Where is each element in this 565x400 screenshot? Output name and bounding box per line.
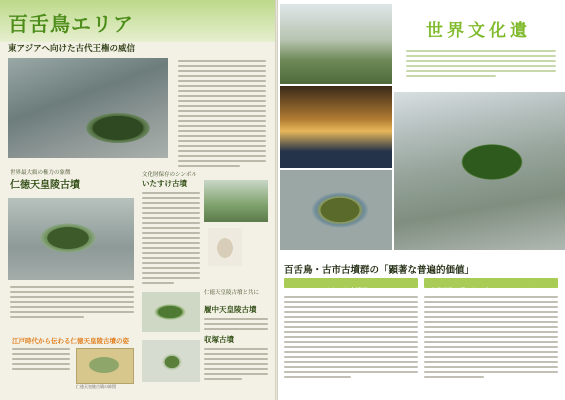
callout-text (12, 348, 70, 370)
mid3-title: 収塚古墳 (204, 335, 234, 344)
moat-tomb-photo (280, 170, 392, 250)
world-heritage-title: 世界文化遺 (426, 21, 531, 41)
section1-title: 仁徳天皇陵古墳 (10, 180, 80, 191)
mid2-text (204, 318, 268, 330)
aerial-photo-mozu (8, 58, 168, 158)
mid-title: いたすけ古墳 (142, 179, 187, 188)
area-subtitle: 東アジアへ向けた古代王権の威信 (8, 44, 135, 54)
variety-bar (284, 278, 418, 295)
mid2-title: 履中天皇陵古墳 (204, 305, 257, 314)
monument-bar (424, 278, 558, 295)
furuichi-aerial-photo (394, 92, 565, 250)
nintoku-tomb-photo (8, 198, 134, 280)
intro-text (178, 60, 266, 167)
monument-bar-label: 古代王権が残した日本のモニュメント (430, 288, 533, 295)
mid-text (142, 192, 200, 284)
edo-map-figure (76, 348, 134, 384)
section1-label: 世界最大級の権力の象徴 (10, 170, 71, 176)
variety-text (284, 296, 418, 378)
right-page (278, 0, 565, 400)
section1-text (10, 286, 134, 318)
heritage-intro-text (406, 50, 556, 77)
value-band-title: 百舌鳥・古市古墳群の「顕著な普遍的価値」 (284, 265, 475, 276)
sunset-tomb-photo (280, 86, 392, 168)
edo-callout: 江戸時代から伝わる仁徳天皇陵古墳の姿 (12, 337, 129, 345)
variety-bar-label: バラエティーゆたかな古墳群 (290, 288, 368, 295)
left-page (0, 0, 275, 400)
cherry-blossom-photo (280, 4, 392, 84)
mid-label: 文化財保存のシンボル (142, 172, 197, 178)
mid3-text (204, 348, 268, 380)
haniwa-photo (208, 228, 242, 266)
osamezuka-photo (142, 340, 200, 382)
figure-caption: 仁徳天皇陵古墳の絵図 (76, 384, 116, 389)
richu-tomb-photo (142, 292, 200, 332)
mid2-label: 仁徳天皇陵古墳と共に (204, 290, 260, 296)
itasuke-photo (204, 180, 268, 222)
area-title: 百舌鳥エリア (8, 12, 134, 36)
monument-text (424, 296, 558, 378)
